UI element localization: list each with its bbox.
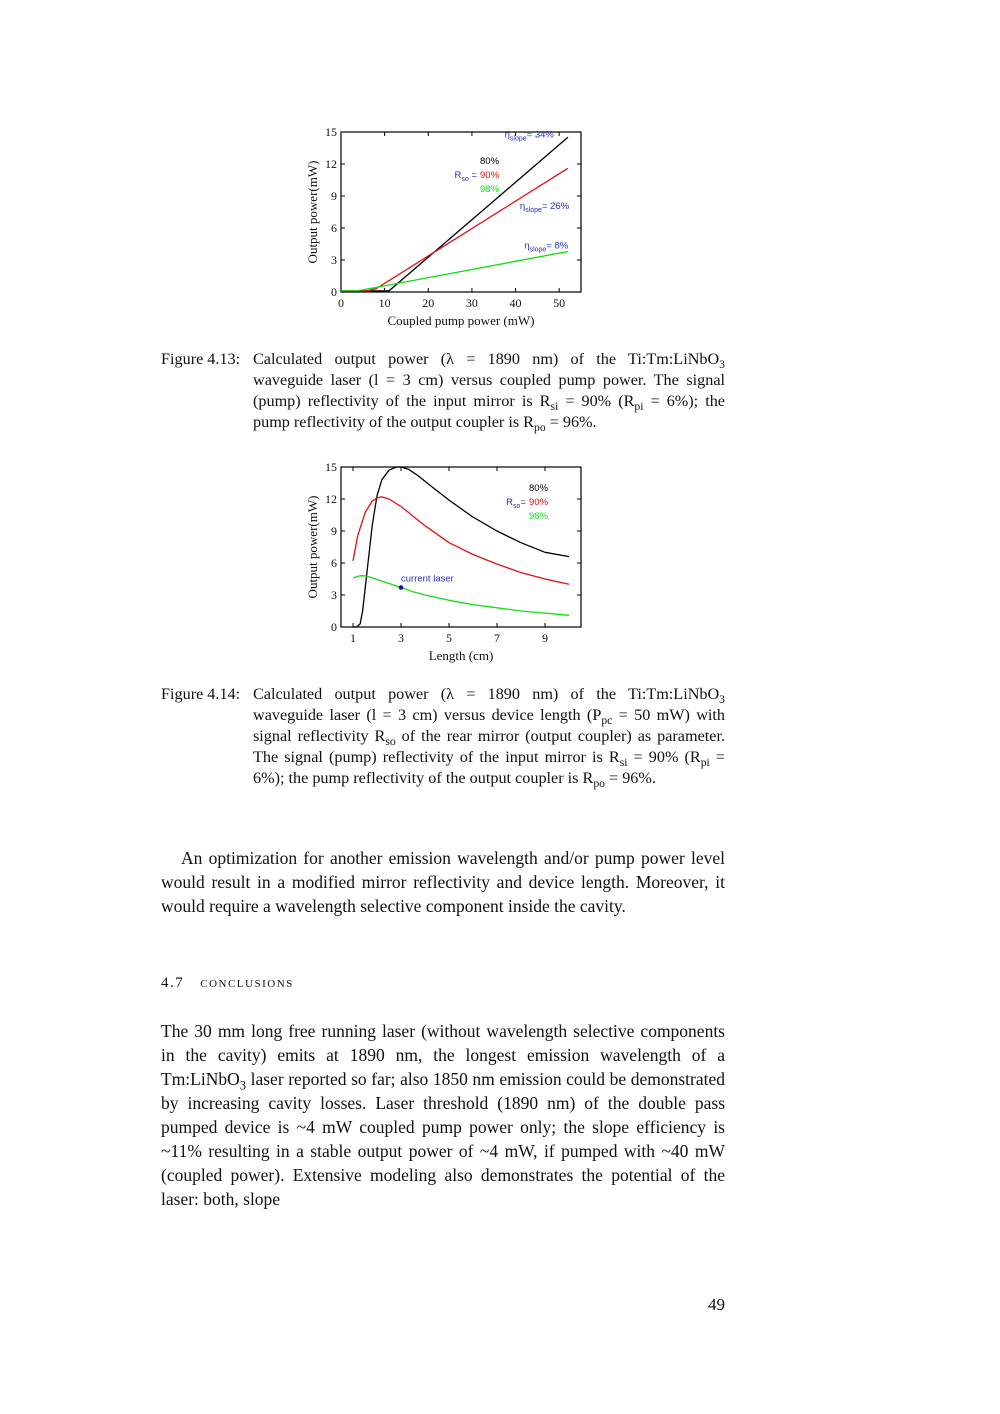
text-run: Calculated output power (λ = 1890 nm) of the Ti:Tm:LiNbO xyxy=(253,685,720,703)
series-line xyxy=(341,252,568,291)
subscript: si xyxy=(550,400,559,414)
figure-4-14 xyxy=(300,455,600,670)
plot-frame xyxy=(341,132,581,292)
text-run: waveguide laser (l = 3 cm) versus coupled pump power. The signal (pump) reflectivity of the input mirror is R xyxy=(253,371,725,410)
text-run: = 90% (R xyxy=(558,392,635,410)
y-tick-label: 0 xyxy=(331,620,337,634)
caption-body xyxy=(253,349,725,433)
text-run: = 90% (R xyxy=(627,748,701,766)
subscript: so xyxy=(385,735,396,749)
legend-label: $R_{so}$ = xyxy=(454,170,477,183)
subscript: pi xyxy=(634,400,644,414)
x-axis-label: Length (cm) xyxy=(428,648,494,663)
legend-label: $R_{so}=$ xyxy=(506,497,526,510)
y-tick-label: 0 xyxy=(331,285,337,299)
body-paragraph xyxy=(161,1019,725,1211)
caption-lead: Figure 4.13: xyxy=(161,350,241,368)
subscript: 3 xyxy=(719,693,725,707)
text-run: = 6%); the pump reflectivity of the output coupler is R xyxy=(253,392,725,431)
x-tick-label: 40 xyxy=(509,296,522,310)
text-run: = 96%. xyxy=(604,769,656,787)
y-tick-label: 12 xyxy=(325,157,337,171)
text-run: laser reported so far; also 1850 nm emission could be demonstrated by increasing cavity losses. Laser threshold (1890 nm) of the double pass pumped device is ~4 mW coupled pump power only; the slope efficiency is ~11% resulting in a stable output power of ~4 mW, if pumped with ~40 mW (coupled power). Extensive modeling also demonstrates the potential of the laser: both, slope xyxy=(161,1069,725,1209)
chart-output-vs-length xyxy=(300,455,600,670)
body-paragraph: An optimization for another emission wavelength and/or pump power level would result in a modified mirror reflectivity and device length. Moreover, it would require a wavelength selective component inside the cavity. xyxy=(161,848,725,916)
subscript: po xyxy=(533,421,546,435)
x-tick-label: 30 xyxy=(465,296,478,310)
y-tick-label: 12 xyxy=(325,492,337,506)
x-tick-label: 20 xyxy=(422,296,435,310)
current-laser-label: current laser xyxy=(401,573,454,585)
section-heading xyxy=(161,975,294,992)
text-run: The 30 mm long free running laser (without wavelength selective components in the cavity) emits at 1890 nm, the longest emission wavelength of a Tm:LiNbO xyxy=(161,1021,725,1089)
y-tick-label: 15 xyxy=(325,460,337,474)
y-tick-label: 15 xyxy=(325,125,337,139)
y-tick-label: 6 xyxy=(331,221,337,235)
y-tick-label: 9 xyxy=(331,524,337,538)
slope-annotation: $\eta_{slope}= 26\%$ xyxy=(519,200,570,214)
text-run: Calculated output power (λ = 1890 nm) of the Ti:Tm:LiNbO xyxy=(253,350,720,368)
text-run: = 6%); the pump reflectivity of the output coupler is R xyxy=(253,748,725,787)
y-axis-label: Output power(mW) xyxy=(305,160,320,264)
figure-4-13 xyxy=(300,120,600,335)
legend-entry: 90% xyxy=(529,497,549,508)
x-tick-label: 5 xyxy=(446,631,452,645)
section-title: conclusions xyxy=(200,975,294,991)
y-axis-label: Output power(mW) xyxy=(305,495,320,599)
y-tick-label: 6 xyxy=(331,556,337,570)
section-number: 4.7 xyxy=(161,975,185,991)
y-tick-label: 9 xyxy=(331,189,337,203)
x-tick-label: 50 xyxy=(553,296,566,310)
slope-annotation: $\eta_{slope}= 8\%$ xyxy=(524,240,569,254)
series-line xyxy=(353,573,569,616)
legend-entry: 90% xyxy=(480,170,500,181)
subscript: po xyxy=(593,777,605,791)
x-tick-label: 9 xyxy=(542,631,548,645)
chart-output-vs-pump xyxy=(300,120,600,335)
x-axis-label: Coupled pump power (mW) xyxy=(387,313,535,328)
x-tick-label: 10 xyxy=(378,296,391,310)
caption-lead: Figure 4.14: xyxy=(161,685,241,703)
text-run: waveguide laser (l = 3 cm) versus device length (P xyxy=(253,706,602,724)
series-line xyxy=(353,497,569,584)
x-tick-label: 1 xyxy=(350,631,356,645)
legend-entry: 80% xyxy=(529,483,549,494)
y-tick-label: 3 xyxy=(331,253,337,267)
page-number: 49 xyxy=(708,1295,725,1314)
subscript: si xyxy=(619,756,628,770)
text-run: of the rear mirror (output coupler) as parameter. The signal (pump) reflectivity of the input mirror is R xyxy=(253,727,725,766)
text-run: = 50 mW) with signal reflectivity R xyxy=(253,706,725,745)
slope-annotation: $\eta_{slope}= 34\%$ xyxy=(504,129,554,143)
figure-4-13-caption xyxy=(161,349,725,433)
x-tick-label: 3 xyxy=(398,631,404,645)
subscript: 3 xyxy=(719,358,725,372)
legend-entry: 80% xyxy=(480,156,500,167)
figure-4-14-caption xyxy=(161,684,725,789)
text-run: = 96%. xyxy=(545,413,597,431)
subscript: pc xyxy=(601,714,613,728)
legend-entry: 98% xyxy=(480,184,500,195)
subscript: pi xyxy=(700,756,710,770)
current-laser-point xyxy=(399,585,404,590)
x-tick-label: 7 xyxy=(494,631,500,645)
subscript: 3 xyxy=(239,1078,247,1093)
caption-body xyxy=(253,684,725,789)
x-tick-label: 0 xyxy=(338,296,344,310)
legend-entry: 98% xyxy=(529,511,549,522)
series-line xyxy=(341,137,568,291)
y-tick-label: 3 xyxy=(331,588,337,602)
